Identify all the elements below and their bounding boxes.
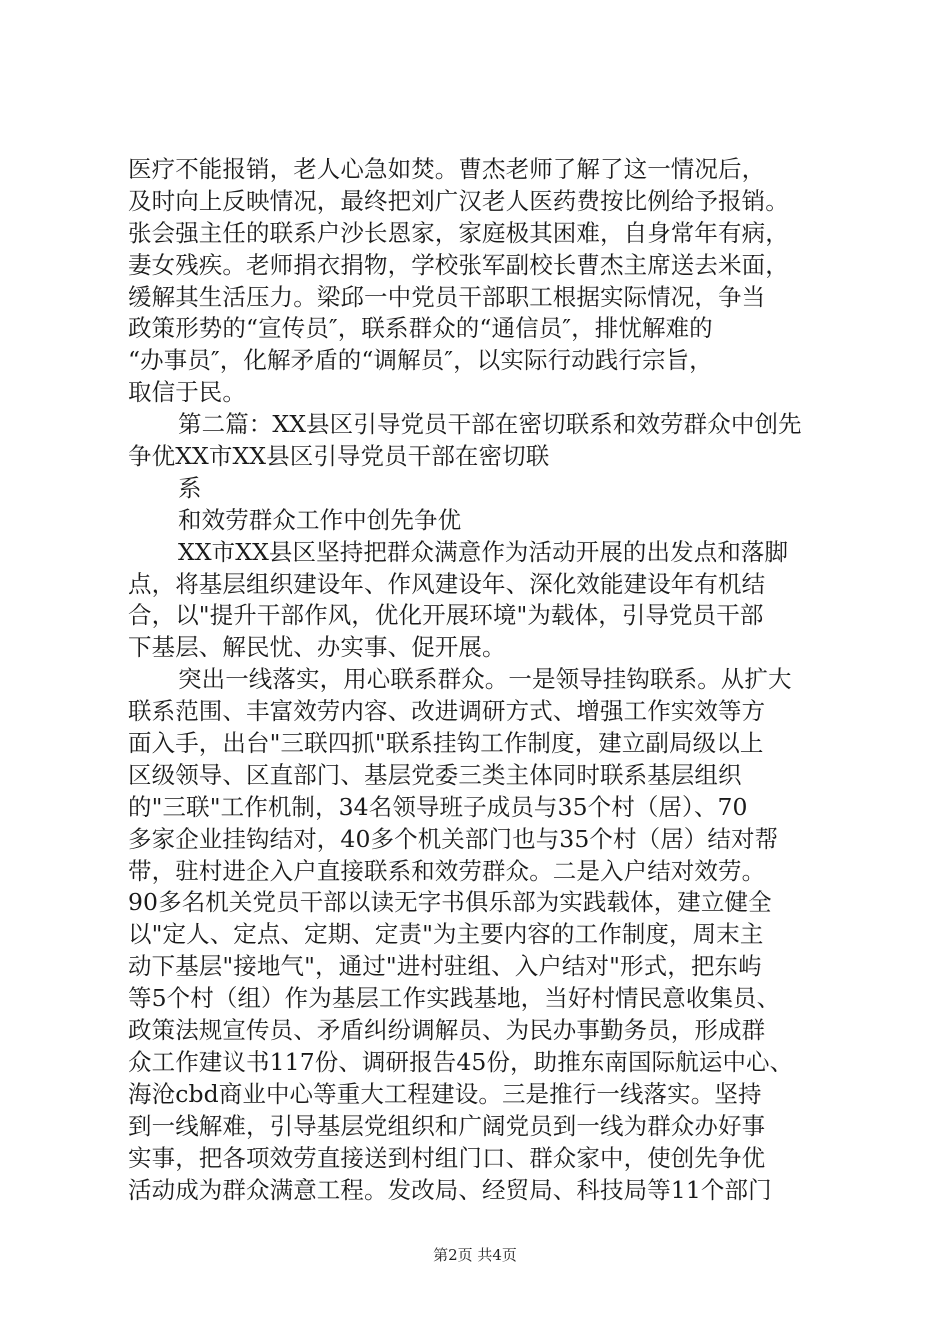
- text-line: 联系范围、丰富效劳内容、改进调研方式、增强工作实效等方: [128, 697, 766, 726]
- text-line: 活动成为群众满意工程。发改局、经贸局、科技局等11个部门: [128, 1175, 772, 1204]
- text-line: 区级领导、区直部门、基层党委三类主体同时联系基层组织: [128, 760, 742, 789]
- text-line: “办事员″，化解矛盾的“调解员″，以实际行动践行宗旨，: [128, 346, 713, 375]
- section-heading-line: 争优XX市XX县区引导党员干部在密切联: [128, 442, 550, 471]
- text-line: 等5个村（组）作为基层工作实践基地，当好村情民意收集员、: [128, 984, 781, 1013]
- text-line: 缓解其生活压力。梁邱一中党员干部职工根据实际情况，争当: [128, 282, 766, 311]
- text-line: 90多名机关党员干部以读无字书俱乐部为实践载体，建立健全: [128, 888, 772, 917]
- text-line: 的"三联"工作机制，34名领导班子成员与35个村（居）、70: [128, 792, 748, 821]
- text-line: 政策法规宣传员、矛盾纠纷调解员、为民办事勤务员，形成群: [128, 1016, 766, 1045]
- document-body: [128, 154, 833, 1206]
- text-line: 及时向上反映情况，最终把刘广汉老人医药费按比例给予报销。: [128, 186, 789, 215]
- text-line: 医疗不能报销，老人心急如焚。曹杰老师了解了这一情况后，: [128, 155, 766, 183]
- paragraph-start-line: 突出一线落实，用心联系群众。一是领导挂钩联系。从扩大: [178, 665, 792, 694]
- text-line: 妻女残疾。老师捐衣捐物，学校张军副校长曹杰主席送去米面，: [128, 250, 789, 279]
- section-heading-line: 第二篇：XX县区引导党员干部在密切联系和效劳群众中创先: [178, 410, 802, 439]
- text-line: 以"定人、定点、定期、定责"为主要内容的工作制度，周末主: [128, 920, 764, 949]
- text-line: 下基层、解民忧、办实事、促开展。: [128, 633, 506, 662]
- text-line: 取信于民。: [128, 378, 246, 407]
- text-line: 众工作建议书117份、调研报告45份，助推东南国际航运中心、: [128, 1047, 794, 1076]
- paragraph-start-line: XX市XX县区坚持把群众满意作为活动开展的出发点和落脚: [178, 537, 789, 566]
- text-line: 系: [178, 473, 202, 502]
- text-line: 政策形势的“宣传员″，联系群众的“通信员″，排忧解难的: [128, 314, 713, 343]
- page-number-footer: 第2页 共4页: [433, 1246, 517, 1264]
- text-line: 实事，把各项效劳直接送到村组门口、群众家中，使创先争优: [128, 1143, 766, 1172]
- text-line: 带，驻村进企入户直接联系和效劳群众。二是入户结对效劳。: [128, 856, 766, 885]
- text-line: 张会强主任的联系户沙长恩家，家庭极其困难，自身常年有病，: [128, 218, 789, 247]
- text-line: 和效劳群众工作中创先争优: [178, 505, 462, 534]
- text-line: 面入手，出台"三联四抓"联系挂钩工作制度，建立副局级以上: [128, 729, 764, 758]
- text-line: 多家企业挂钩结对，40多个机关部门也与35个村（居）结对帮: [128, 824, 779, 853]
- text-line: 合，以"提升干部作风，优化开展环境"为载体，引导党员干部: [128, 601, 764, 630]
- text-line: 海沧cbd商业中心等重大工程建设。三是推行一线落实。坚持: [128, 1079, 762, 1108]
- text-line: 到一线解难，引导基层党组织和广阔党员到一线为群众办好事: [128, 1111, 766, 1140]
- text-line: 点，将基层组织建设年、作风建设年、深化效能建设年有机结: [128, 569, 766, 598]
- text-line: 动下基层"接地气"，通过"进村驻组、入户结对"形式，把东屿: [128, 952, 762, 981]
